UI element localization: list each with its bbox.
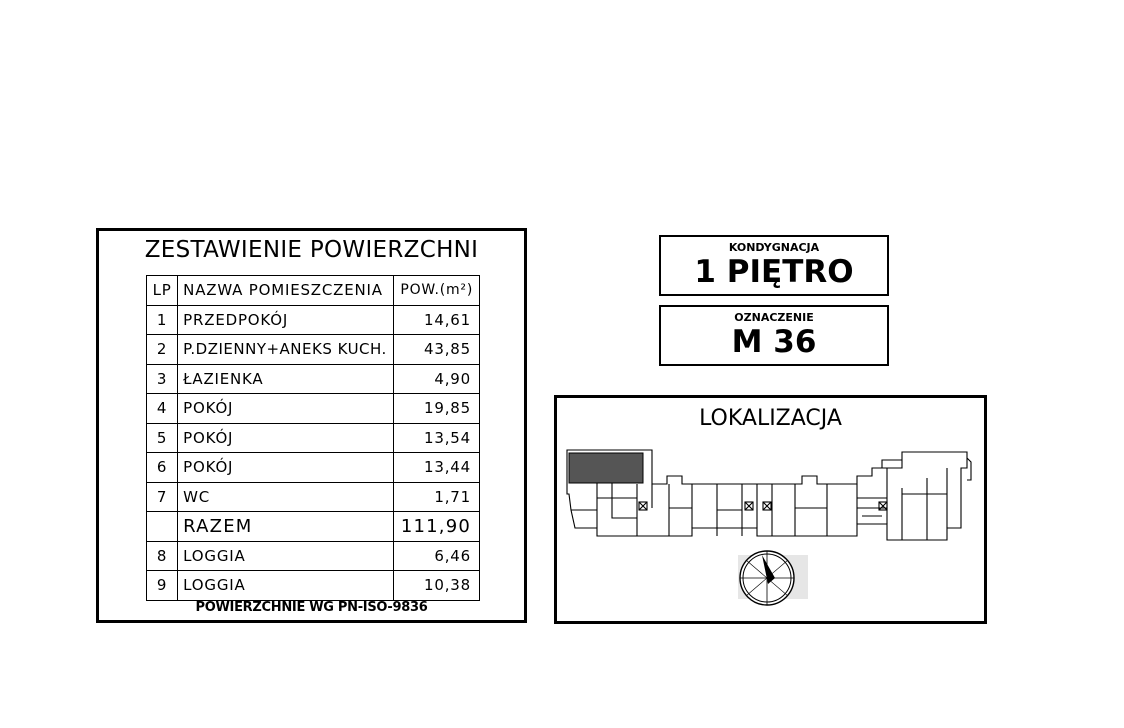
- row-name: LOGGIA: [178, 571, 394, 601]
- unit-box: [659, 305, 889, 366]
- area-table-title: ZESTAWIENIE POWIERZCHNI: [144, 237, 479, 263]
- row-lp: 1: [147, 305, 178, 335]
- row-area: 10,38: [394, 571, 480, 601]
- row-lp: 8: [147, 541, 178, 571]
- row-name: POKÓJ: [178, 423, 394, 453]
- row-name: POKÓJ: [178, 453, 394, 483]
- floor-box: [659, 235, 889, 296]
- table-row: [147, 394, 480, 424]
- total-label: RAZEM: [178, 512, 394, 542]
- row-area: 13,54: [394, 423, 480, 453]
- highlighted-apartment: [569, 453, 643, 483]
- row-lp: 3: [147, 364, 178, 394]
- total-area: 111,90: [394, 512, 480, 542]
- row-lp: 4: [147, 394, 178, 424]
- unit-label: OZNACZENIE: [734, 311, 814, 324]
- row-lp: 2: [147, 335, 178, 365]
- area-table: [146, 275, 480, 601]
- table-row: [147, 305, 480, 335]
- table-row: [147, 335, 480, 365]
- total-lp-empty: [147, 512, 178, 542]
- row-lp: 6: [147, 453, 178, 483]
- table-row: [147, 541, 480, 571]
- table-row: [147, 453, 480, 483]
- total-row: [147, 512, 480, 542]
- building-key-plan: [557, 398, 984, 621]
- table-row: [147, 423, 480, 453]
- row-area: 43,85: [394, 335, 480, 365]
- north-arrow-icon: [738, 551, 808, 605]
- location-panel: [554, 395, 987, 624]
- row-area: 19,85: [394, 394, 480, 424]
- row-name: LOGGIA: [178, 541, 394, 571]
- row-area: 4,90: [394, 364, 480, 394]
- row-area: 6,46: [394, 541, 480, 571]
- floor-value: 1 PIĘTRO: [694, 254, 854, 290]
- header-room-name: NAZWA POMIESZCZENIA: [178, 276, 394, 306]
- row-lp: 5: [147, 423, 178, 453]
- location-title: LOKALIZACJA: [699, 406, 842, 431]
- unit-value: M 36: [731, 324, 817, 360]
- row-name: ŁAZIENKA: [178, 364, 394, 394]
- row-name: POKÓJ: [178, 394, 394, 424]
- area-table-panel: [96, 228, 527, 623]
- header-lp: LP: [147, 276, 178, 306]
- row-name: WC: [178, 482, 394, 512]
- row-lp: 9: [147, 571, 178, 601]
- row-area: 1,71: [394, 482, 480, 512]
- row-name: PRZEDPOKÓJ: [178, 305, 394, 335]
- table-row: [147, 482, 480, 512]
- table-header-row: [147, 276, 480, 306]
- table-row: [147, 571, 480, 601]
- floor-label: KONDYGNACJA: [728, 241, 820, 254]
- row-area: 13,44: [394, 453, 480, 483]
- row-area: 14,61: [394, 305, 480, 335]
- area-standard-note: POWIERZCHNIE WG PN-ISO-9836: [195, 600, 428, 615]
- row-lp: 7: [147, 482, 178, 512]
- header-area: POW.(m²): [394, 276, 480, 306]
- table-row: [147, 364, 480, 394]
- row-name: P.DZIENNY+ANEKS KUCH.: [178, 335, 394, 365]
